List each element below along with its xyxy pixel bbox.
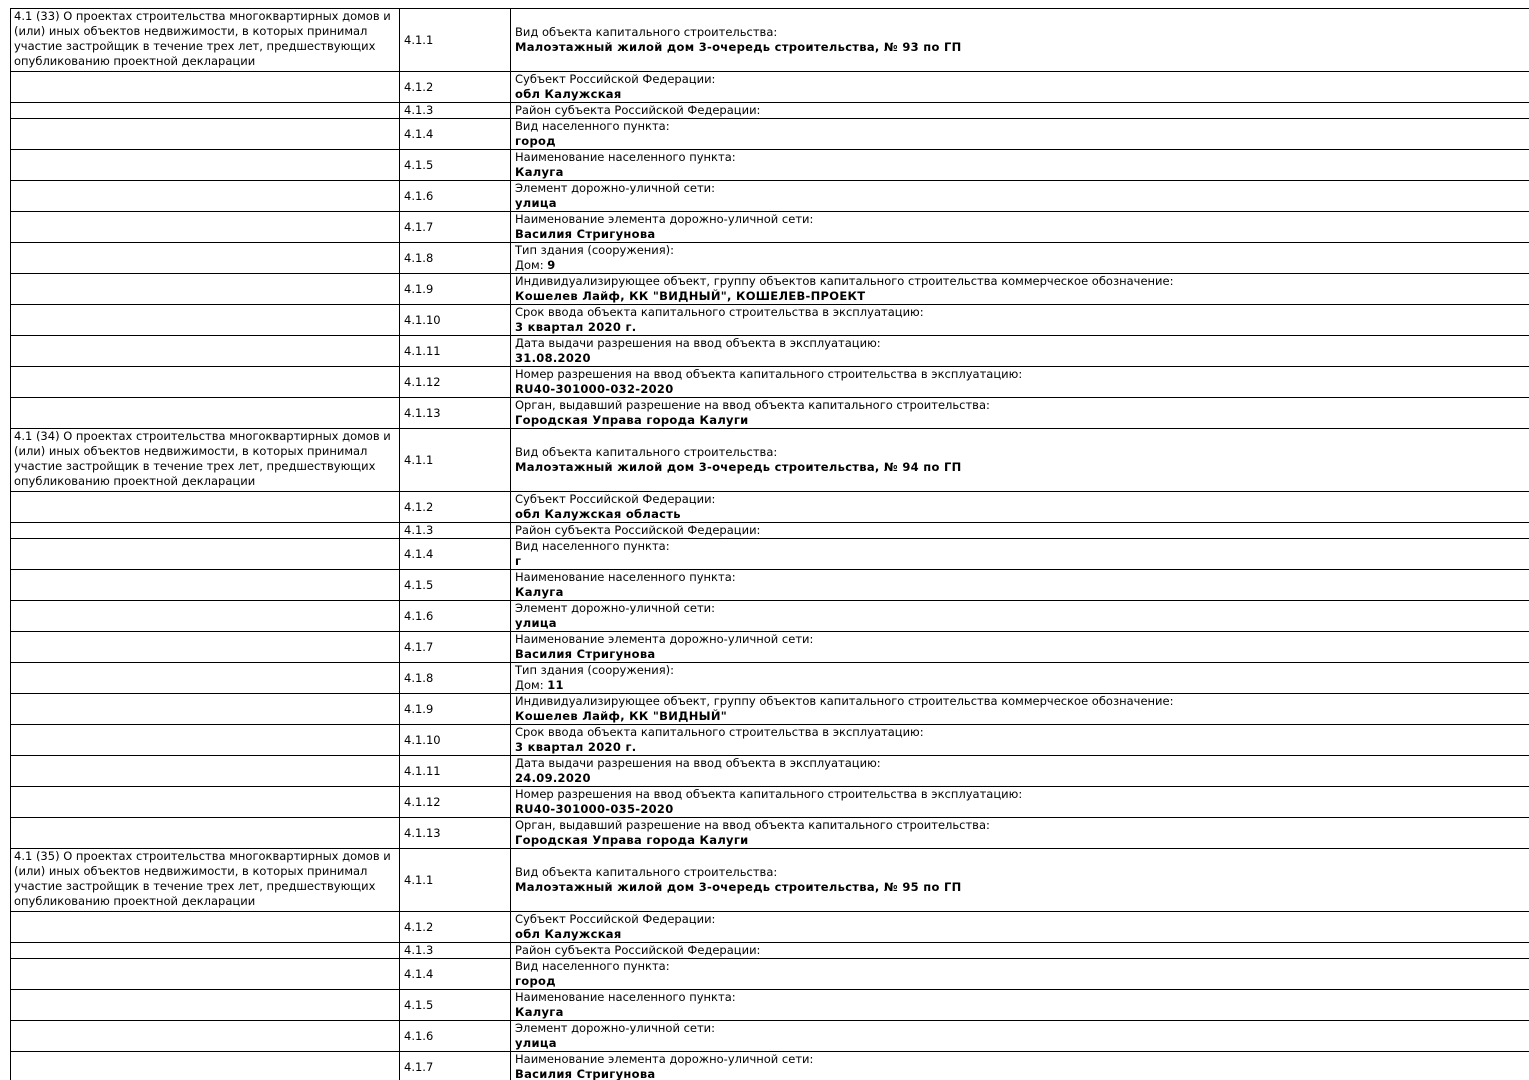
row-detail-cell — [511, 787, 1529, 818]
row-code-cell: 4.1.6 — [400, 1021, 511, 1052]
field-label: Вид объекта капитального строительства: — [515, 445, 778, 459]
field-value — [515, 351, 1529, 366]
field-value — [515, 320, 1529, 335]
empty-left-cell — [11, 212, 400, 243]
field-value-text: 11 — [547, 678, 564, 692]
table-row — [11, 305, 1529, 336]
field-label: Срок ввода объекта капитального строительства в эксплуатацию: — [515, 305, 924, 319]
row-code-cell: 4.1.3 — [400, 103, 511, 119]
field-value-text: улица — [515, 196, 557, 210]
field-value — [515, 1005, 1529, 1020]
field-label: Элемент дорожно-уличной сети: — [515, 601, 716, 615]
field-value — [515, 258, 1529, 273]
field-value — [515, 1067, 1529, 1080]
section-description: 4.1 (34) О проектах строительства многоквартирных домов и (или) иных объектов недвижимости, в которых принимал участие застройщик в течение трех лет, предшествующих опубликованию проектной декларации — [14, 429, 391, 488]
field-value-text: Василия Стригунова — [515, 647, 656, 661]
empty-left-cell — [11, 818, 400, 849]
row-code-cell: 4.1.11 — [400, 756, 511, 787]
empty-left-cell — [11, 367, 400, 398]
row-code-cell: 4.1.4 — [400, 959, 511, 990]
field-value — [515, 880, 1529, 895]
row-detail-cell — [511, 398, 1529, 429]
table-row — [11, 429, 1529, 492]
row-detail-cell — [511, 523, 1529, 539]
field-value — [515, 165, 1529, 180]
section-description-cell — [11, 429, 400, 492]
row-code-cell: 4.1.2 — [400, 912, 511, 943]
table-row — [11, 912, 1529, 943]
row-detail-cell — [511, 72, 1529, 103]
field-value — [515, 134, 1529, 149]
table-row — [11, 539, 1529, 570]
table-row — [11, 274, 1529, 305]
field-label: Наименование населенного пункта: — [515, 570, 736, 584]
row-detail-cell — [511, 1052, 1529, 1080]
table-row — [11, 959, 1529, 990]
field-value-text: 24.09.2020 — [515, 771, 591, 785]
row-code-cell: 4.1.3 — [400, 523, 511, 539]
row-code-cell: 4.1.12 — [400, 367, 511, 398]
row-detail-cell — [511, 274, 1529, 305]
row-detail-cell — [511, 336, 1529, 367]
row-detail-cell — [511, 119, 1529, 150]
empty-left-cell — [11, 274, 400, 305]
field-value-text: 3 квартал 2020 г. — [515, 740, 637, 754]
field-value-text: Василия Стригунова — [515, 1067, 656, 1080]
row-detail-cell — [511, 756, 1529, 787]
field-value — [515, 196, 1529, 211]
field-value — [515, 585, 1529, 600]
table-row — [11, 212, 1529, 243]
table-row — [11, 725, 1529, 756]
empty-left-cell — [11, 570, 400, 601]
empty-left-cell — [11, 119, 400, 150]
empty-left-cell — [11, 103, 400, 119]
field-label: Орган, выдавший разрешение на ввод объекта капитального строительства: — [515, 818, 990, 832]
field-value-text: обл Калужская — [515, 927, 622, 941]
field-value-text: Малоэтажный жилой дом 3-очередь строительства, № 94 по ГП — [515, 460, 962, 474]
field-label: Вид населенного пункта: — [515, 959, 670, 973]
table-body — [11, 9, 1529, 1080]
field-label: Тип здания (сооружения): — [515, 243, 675, 257]
empty-left-cell — [11, 694, 400, 725]
table-row — [11, 818, 1529, 849]
row-code-cell: 4.1.9 — [400, 694, 511, 725]
row-detail-cell — [511, 243, 1529, 274]
field-label: Вид объекта капитального строительства: — [515, 865, 778, 879]
row-code-cell: 4.1.4 — [400, 119, 511, 150]
table-row — [11, 663, 1529, 694]
field-label: Наименование элемента дорожно-уличной сети: — [515, 212, 814, 226]
section-description-cell — [11, 9, 400, 72]
field-value — [515, 227, 1529, 242]
field-value — [515, 413, 1529, 428]
row-code-cell: 4.1.1 — [400, 429, 511, 492]
row-code-cell: 4.1.13 — [400, 818, 511, 849]
empty-left-cell — [11, 150, 400, 181]
row-detail-cell — [511, 818, 1529, 849]
table-row — [11, 1052, 1529, 1080]
row-code-cell: 4.1.7 — [400, 632, 511, 663]
table-row — [11, 601, 1529, 632]
field-value-text: Калуга — [515, 165, 564, 179]
empty-left-cell — [11, 243, 400, 274]
table-row — [11, 849, 1529, 912]
empty-left-cell — [11, 305, 400, 336]
field-value-text: обл Калужская — [515, 87, 622, 101]
empty-left-cell — [11, 959, 400, 990]
field-value — [515, 740, 1529, 755]
row-detail-cell — [511, 959, 1529, 990]
field-label: Наименование элемента дорожно-уличной сети: — [515, 1052, 814, 1066]
table-row — [11, 72, 1529, 103]
empty-left-cell — [11, 1052, 400, 1080]
field-value-text: Василия Стригунова — [515, 227, 656, 241]
empty-left-cell — [11, 756, 400, 787]
table-row — [11, 694, 1529, 725]
row-code-cell: 4.1.9 — [400, 274, 511, 305]
field-value — [515, 1036, 1529, 1051]
row-detail-cell — [511, 429, 1529, 492]
table-row — [11, 523, 1529, 539]
empty-left-cell — [11, 1021, 400, 1052]
field-label: Район субъекта Российской Федерации: — [515, 943, 761, 957]
empty-left-cell — [11, 725, 400, 756]
row-detail-cell — [511, 694, 1529, 725]
row-code-cell: 4.1.2 — [400, 72, 511, 103]
empty-left-cell — [11, 632, 400, 663]
field-value-text: 31.08.2020 — [515, 351, 591, 365]
field-value-prefix: Дом: — [515, 258, 548, 272]
field-label: Наименование элемента дорожно-уличной сети: — [515, 632, 814, 646]
table-row — [11, 492, 1529, 523]
field-value-text: улица — [515, 616, 557, 630]
field-value — [515, 507, 1529, 522]
field-label: Дата выдачи разрешения на ввод объекта в эксплуатацию: — [515, 756, 881, 770]
row-code-cell: 4.1.5 — [400, 570, 511, 601]
field-value — [515, 647, 1529, 662]
field-label: Наименование населенного пункта: — [515, 990, 736, 1004]
row-code-cell: 4.1.8 — [400, 243, 511, 274]
field-value-text: Кошелев Лайф, КК "ВИДНЫЙ" — [515, 709, 728, 723]
field-value — [515, 40, 1529, 55]
field-label: Индивидуализирующее объект, группу объектов капитального строительства коммерческое обозначение: — [515, 694, 1174, 708]
row-code-cell: 4.1.12 — [400, 787, 511, 818]
table-row — [11, 243, 1529, 274]
field-value-text: Малоэтажный жилой дом 3-очередь строительства, № 93 по ГП — [515, 40, 962, 54]
field-value-text: Городская Управа города Калуги — [515, 833, 749, 847]
field-label: Элемент дорожно-уличной сети: — [515, 181, 716, 195]
field-value — [515, 289, 1529, 304]
empty-left-cell — [11, 181, 400, 212]
field-value — [515, 87, 1529, 102]
empty-left-cell — [11, 943, 400, 959]
field-value-text: обл Калужская область — [515, 507, 681, 521]
field-label: Субъект Российской Федерации: — [515, 912, 716, 926]
empty-left-cell — [11, 539, 400, 570]
empty-left-cell — [11, 492, 400, 523]
section-description: 4.1 (33) О проектах строительства многоквартирных домов и (или) иных объектов недвижимости, в которых принимал участие застройщик в течение трех лет, предшествующих опубликованию проектной декларации — [14, 9, 391, 68]
table-row — [11, 119, 1529, 150]
declaration-table — [10, 8, 1529, 1080]
row-code-cell: 4.1.10 — [400, 305, 511, 336]
table-row — [11, 103, 1529, 119]
field-value-text: RU40-301000-032-2020 — [515, 382, 674, 396]
field-value — [515, 802, 1529, 817]
field-label: Тип здания (сооружения): — [515, 663, 675, 677]
row-detail-cell — [511, 725, 1529, 756]
empty-left-cell — [11, 787, 400, 818]
section-description-cell — [11, 849, 400, 912]
row-detail-cell — [511, 367, 1529, 398]
field-value-prefix: Дом: — [515, 678, 548, 692]
field-label: Вид объекта капитального строительства: — [515, 25, 778, 39]
row-detail-cell — [511, 492, 1529, 523]
field-label: Район субъекта Российской Федерации: — [515, 103, 761, 117]
field-value-text: город — [515, 974, 556, 988]
field-value — [515, 771, 1529, 786]
table-row — [11, 756, 1529, 787]
field-value-text: Калуга — [515, 1005, 564, 1019]
empty-left-cell — [11, 72, 400, 103]
field-label: Элемент дорожно-уличной сети: — [515, 1021, 716, 1035]
row-detail-cell — [511, 212, 1529, 243]
field-value-text: RU40-301000-035-2020 — [515, 802, 674, 816]
row-code-cell: 4.1.8 — [400, 663, 511, 694]
row-detail-cell — [511, 663, 1529, 694]
row-detail-cell — [511, 632, 1529, 663]
field-label: Район субъекта Российской Федерации: — [515, 523, 761, 537]
field-label: Дата выдачи разрешения на ввод объекта в эксплуатацию: — [515, 336, 881, 350]
row-detail-cell — [511, 570, 1529, 601]
table-row — [11, 150, 1529, 181]
row-code-cell: 4.1.5 — [400, 150, 511, 181]
field-label: Номер разрешения на ввод объекта капитального строительства в эксплуатацию: — [515, 367, 1023, 381]
field-value — [515, 927, 1529, 942]
row-detail-cell — [511, 181, 1529, 212]
row-code-cell: 4.1.6 — [400, 601, 511, 632]
empty-left-cell — [11, 523, 400, 539]
empty-left-cell — [11, 663, 400, 694]
table-row — [11, 9, 1529, 72]
row-detail-cell — [511, 943, 1529, 959]
row-code-cell: 4.1.6 — [400, 181, 511, 212]
row-detail-cell — [511, 912, 1529, 943]
row-code-cell: 4.1.1 — [400, 9, 511, 72]
field-value — [515, 833, 1529, 848]
table-row — [11, 367, 1529, 398]
row-code-cell: 4.1.4 — [400, 539, 511, 570]
table-row — [11, 787, 1529, 818]
table-row — [11, 1021, 1529, 1052]
field-label: Вид населенного пункта: — [515, 539, 670, 553]
field-value — [515, 460, 1529, 475]
row-detail-cell — [511, 990, 1529, 1021]
field-value-text: 9 — [547, 258, 556, 272]
field-value — [515, 678, 1529, 693]
field-value — [515, 616, 1529, 631]
row-code-cell: 4.1.7 — [400, 1052, 511, 1080]
row-code-cell: 4.1.1 — [400, 849, 511, 912]
field-label: Субъект Российской Федерации: — [515, 72, 716, 86]
section-description: 4.1 (35) О проектах строительства многоквартирных домов и (или) иных объектов недвижимости, в которых принимал участие застройщик в течение трех лет, предшествующих опубликованию проектной декларации — [14, 849, 391, 908]
row-code-cell: 4.1.5 — [400, 990, 511, 1021]
table-row — [11, 943, 1529, 959]
field-label: Срок ввода объекта капитального строительства в эксплуатацию: — [515, 725, 924, 739]
field-value-text: 3 квартал 2020 г. — [515, 320, 637, 334]
row-detail-cell — [511, 1021, 1529, 1052]
field-value — [515, 709, 1529, 724]
field-value-text: город — [515, 134, 556, 148]
table-row — [11, 990, 1529, 1021]
field-label: Номер разрешения на ввод объекта капитального строительства в эксплуатацию: — [515, 787, 1023, 801]
row-code-cell: 4.1.2 — [400, 492, 511, 523]
field-label: Орган, выдавший разрешение на ввод объекта капитального строительства: — [515, 398, 990, 412]
field-value — [515, 974, 1529, 989]
row-detail-cell — [511, 849, 1529, 912]
field-value — [515, 554, 1529, 569]
field-value-text: Городская Управа города Калуги — [515, 413, 749, 427]
row-code-cell: 4.1.3 — [400, 943, 511, 959]
field-label: Субъект Российской Федерации: — [515, 492, 716, 506]
field-value — [515, 382, 1529, 397]
empty-left-cell — [11, 990, 400, 1021]
row-detail-cell — [511, 103, 1529, 119]
row-code-cell: 4.1.10 — [400, 725, 511, 756]
empty-left-cell — [11, 336, 400, 367]
field-label: Вид населенного пункта: — [515, 119, 670, 133]
row-code-cell: 4.1.11 — [400, 336, 511, 367]
row-detail-cell — [511, 539, 1529, 570]
table-row — [11, 181, 1529, 212]
table-row — [11, 336, 1529, 367]
row-code-cell: 4.1.13 — [400, 398, 511, 429]
row-detail-cell — [511, 305, 1529, 336]
field-value-text: улица — [515, 1036, 557, 1050]
table-row — [11, 398, 1529, 429]
row-detail-cell — [511, 150, 1529, 181]
field-label: Индивидуализирующее объект, группу объектов капитального строительства коммерческое обозначение: — [515, 274, 1174, 288]
field-label: Наименование населенного пункта: — [515, 150, 736, 164]
field-value-text: Малоэтажный жилой дом 3-очередь строительства, № 95 по ГП — [515, 880, 962, 894]
row-detail-cell — [511, 601, 1529, 632]
field-value-text: г — [515, 554, 522, 568]
empty-left-cell — [11, 912, 400, 943]
field-value-text: Калуга — [515, 585, 564, 599]
row-detail-cell — [511, 9, 1529, 72]
table-row — [11, 570, 1529, 601]
row-code-cell: 4.1.7 — [400, 212, 511, 243]
empty-left-cell — [11, 398, 400, 429]
field-value-text: Кошелев Лайф, КК "ВИДНЫЙ", КОШЕЛЕВ-ПРОЕКТ — [515, 289, 866, 303]
empty-left-cell — [11, 601, 400, 632]
table-row — [11, 632, 1529, 663]
